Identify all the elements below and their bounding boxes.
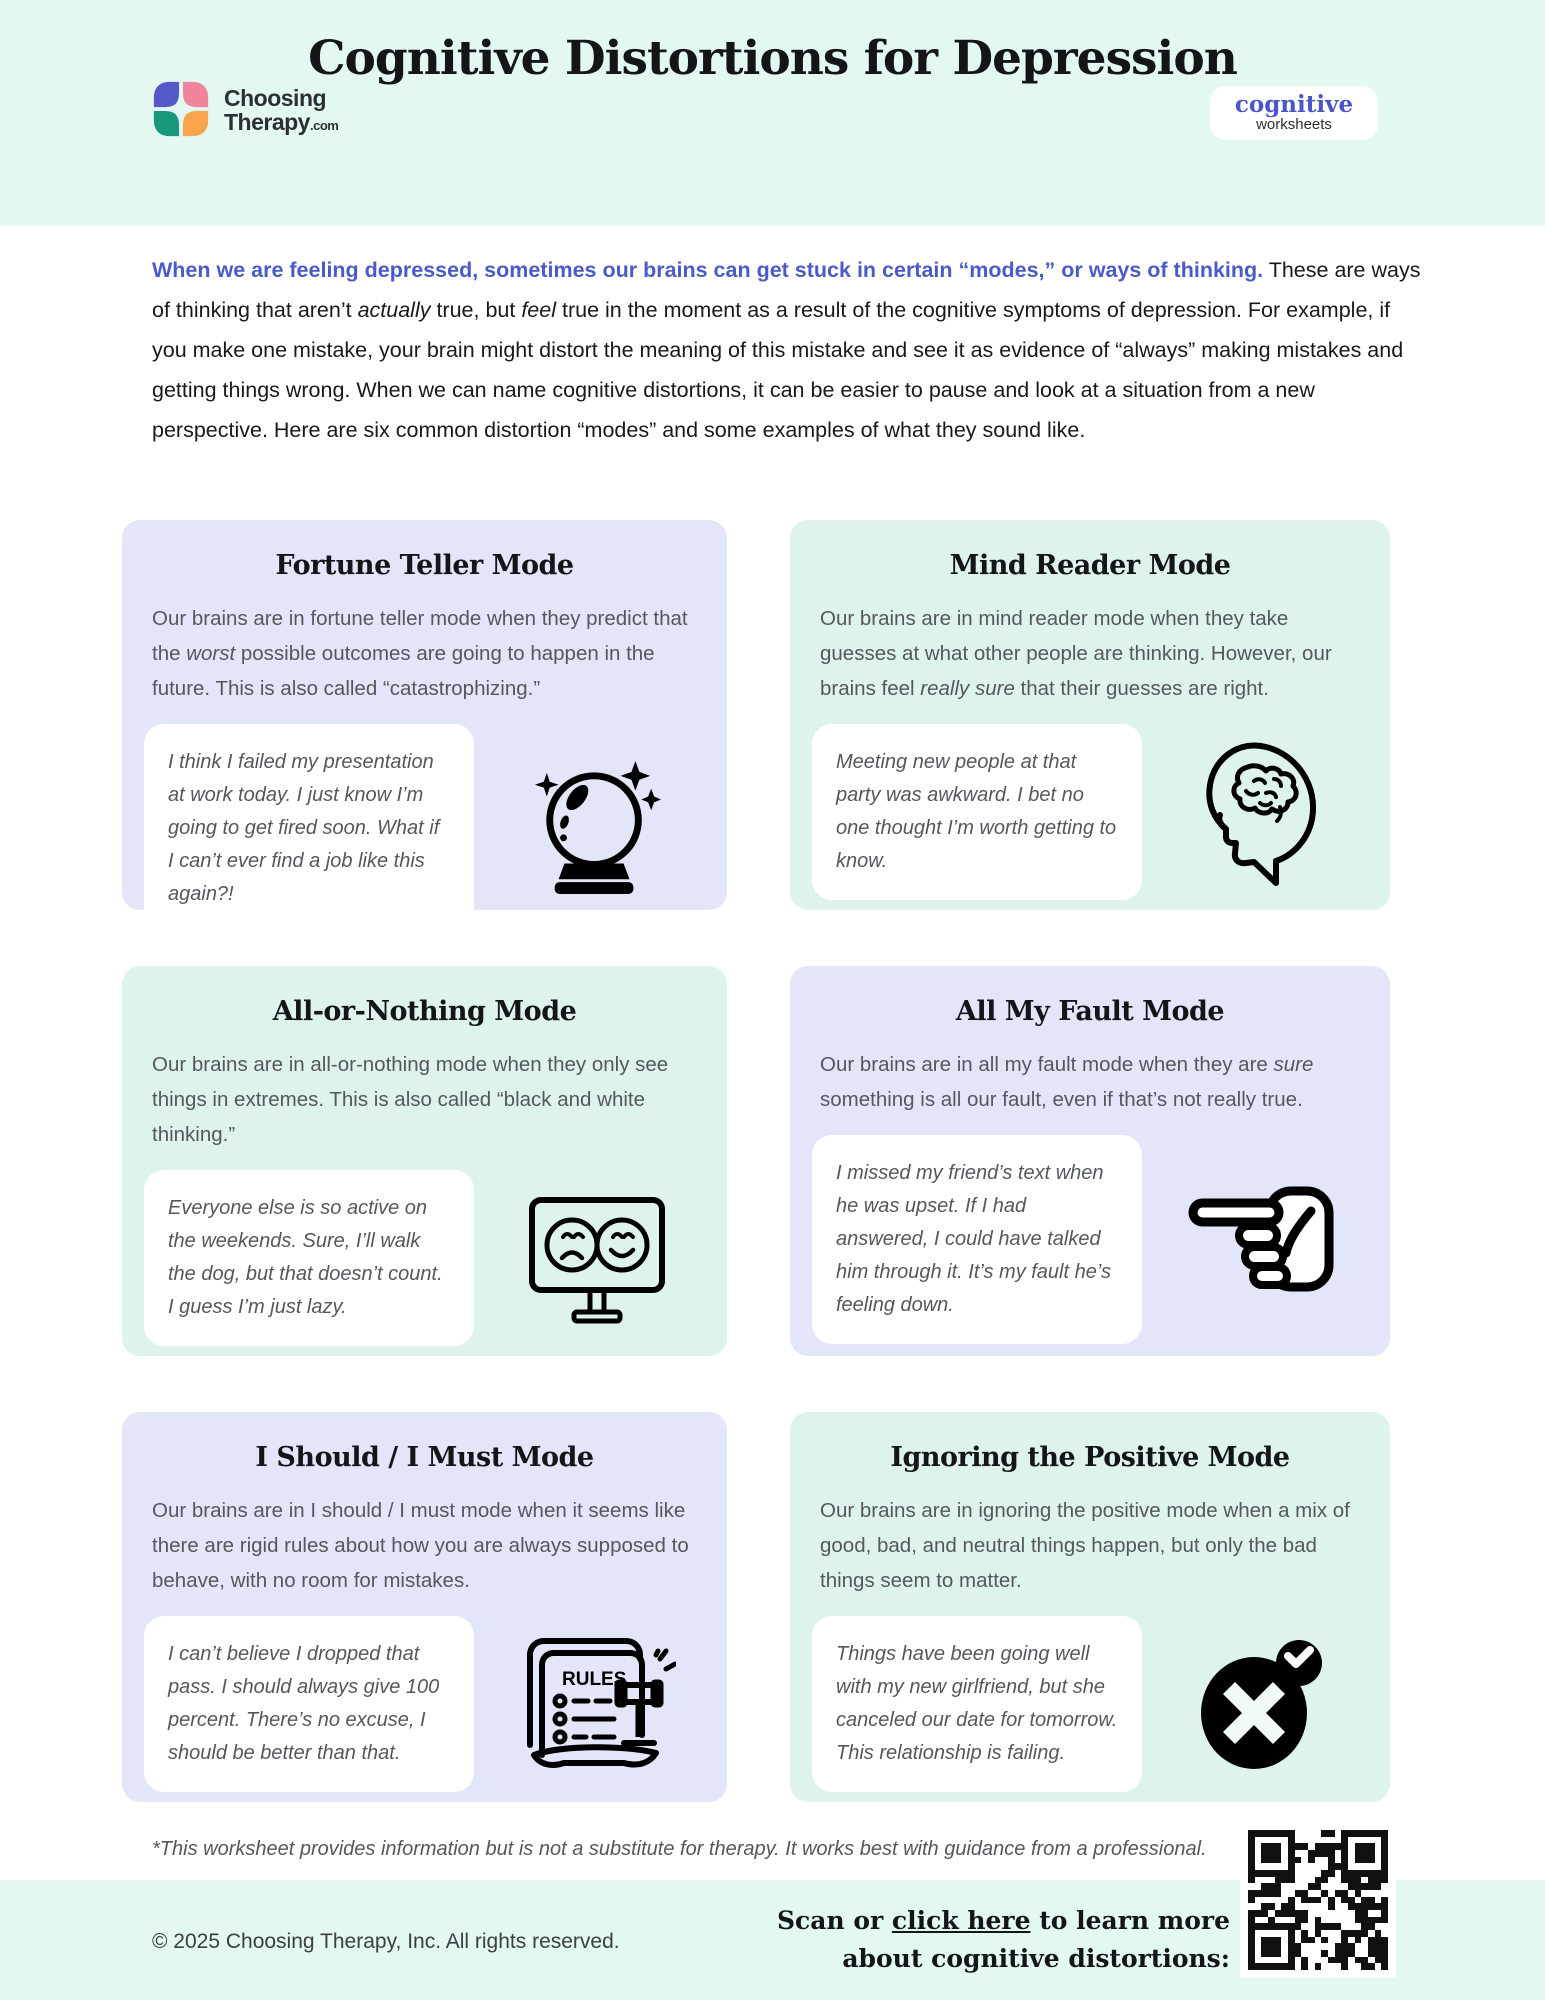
copyright-text: © 2025 Choosing Therapy, Inc. All rights reserved. xyxy=(152,1930,620,1953)
head-brain-icon xyxy=(1156,737,1368,887)
example-quote: Everyone else is so active on the weekends. Sure, I’ll walk the dog, but that doesn’t count. I guess I’m just lazy. xyxy=(144,1170,474,1346)
card-title: Mind Reader Mode xyxy=(949,550,1231,581)
example-row xyxy=(144,1170,705,1346)
intro-highlight: When we are feeling depressed, sometimes our brains can get stuck in certain “modes,” or ways of thinking. xyxy=(152,258,1264,282)
example-row xyxy=(812,724,1368,900)
example-quote: Things have been going well with my new girlfriend, but she canceled our date for tomorrow. This relationship is failing. xyxy=(812,1616,1142,1792)
cognitive-worksheets-badge xyxy=(1210,86,1378,140)
card-description: Our brains are in I should / I must mode when it seems like there are rigid rules about how you are always supposed to behave, with no room for mistakes. xyxy=(152,1499,689,1592)
card-title: Fortune Teller Mode xyxy=(275,550,574,581)
card-title: I Should / I Must Mode xyxy=(255,1442,594,1473)
click-here-link[interactable]: click here xyxy=(891,1906,1031,1935)
badge-subtitle: worksheets xyxy=(1256,116,1332,133)
example-quote: Meeting new people at that party was awkward. I bet no one thought I’m worth getting to know. xyxy=(812,724,1142,900)
card-title: Ignoring the Positive Mode xyxy=(890,1442,1290,1473)
x-circle-check-icon xyxy=(1156,1637,1368,1771)
logo-wordmark: Choosing Therapy.com xyxy=(224,84,339,135)
example-row xyxy=(144,1616,705,1792)
card-fortune-teller-mode xyxy=(122,520,727,910)
card-ignoring-the-positive-mode xyxy=(790,1412,1390,1802)
pointing-finger-icon xyxy=(1156,1179,1368,1301)
qr-code xyxy=(1248,1830,1388,1970)
qr-code-box xyxy=(1240,1822,1396,1978)
rules-gavel-icon xyxy=(488,1633,705,1775)
intro-paragraph: When we are feeling depressed, sometimes our brains can get stuck in certain “modes,” or ways of thinking. These are ways of thinking that aren’t actually true, but feel true in the moment as a result of the cognitive symptoms of depression. For example, if you make one mistake, your brain might distort the meaning of this mistake and see it as evidence of “always” making mistakes and getting things wrong. When we can name cognitive distortions, it can be easier to pause and look at a situation from a new perspective. Here are six common distortion “modes” and some examples of what they sound like. xyxy=(152,258,1421,442)
card-i-should-i-must-mode xyxy=(122,1412,727,1802)
card-description: Our brains are in all-or-nothing mode when they only see things in extremes. This is also called “black and white thinking.” xyxy=(152,1053,669,1146)
example-row xyxy=(144,724,705,933)
scan-instruction: Scan or click here to learn more about cognitive distortions: xyxy=(776,1906,1230,1973)
card-description: Our brains are in ignoring the positive mode when a mix of good, bad, and neutral things happen, but only the bad things seem to matter. xyxy=(820,1499,1350,1592)
badge-title: cognitive xyxy=(1234,91,1354,118)
example-quote: I can’t believe I dropped that pass. I should always give 100 percent. There’s no excuse, I should be better than that. xyxy=(144,1616,474,1792)
card-title: All My Fault Mode xyxy=(955,996,1225,1027)
card-description: Our brains are in all my fault mode when they are sure something is all our fault, even if that’s not really true. xyxy=(820,1053,1314,1111)
example-quote: I think I failed my presentation at work today. I just know I’m going to get fired soon. What if I can’t ever find a job like this again?! xyxy=(144,724,474,933)
card-title: All-or-Nothing Mode xyxy=(272,996,577,1027)
card-description: Our brains are in mind reader mode when they take guesses at what other people are thinking. However, our brains feel really sure that their guesses are right. xyxy=(820,607,1332,700)
svg-text:RULES: RULES xyxy=(561,1669,626,1690)
example-quote: I missed my friend’s text when he was upset. If I had answered, I could have talked him through it. It’s my fault he’s feeling down. xyxy=(812,1135,1142,1344)
example-row xyxy=(812,1135,1368,1344)
crystal-ball-icon xyxy=(488,759,705,899)
header-band xyxy=(0,0,1545,225)
card-all-or-nothing-mode xyxy=(122,966,727,1356)
sad-happy-faces-screen-icon xyxy=(488,1192,705,1324)
distortion-cards-grid xyxy=(122,520,1390,1802)
page-title: Cognitive Distortions for Depression xyxy=(308,31,1237,86)
disclaimer-text: *This worksheet provides information but is not a substitute for therapy. It works best with guidance from a professional. xyxy=(152,1838,1207,1860)
example-row xyxy=(812,1616,1368,1792)
card-mind-reader-mode xyxy=(790,520,1390,910)
card-description: Our brains are in fortune teller mode when they predict that the worst possible outcomes are going to happen in the future. This is also called “catastrophizing.” xyxy=(152,607,688,700)
card-all-my-fault-mode xyxy=(790,966,1390,1356)
